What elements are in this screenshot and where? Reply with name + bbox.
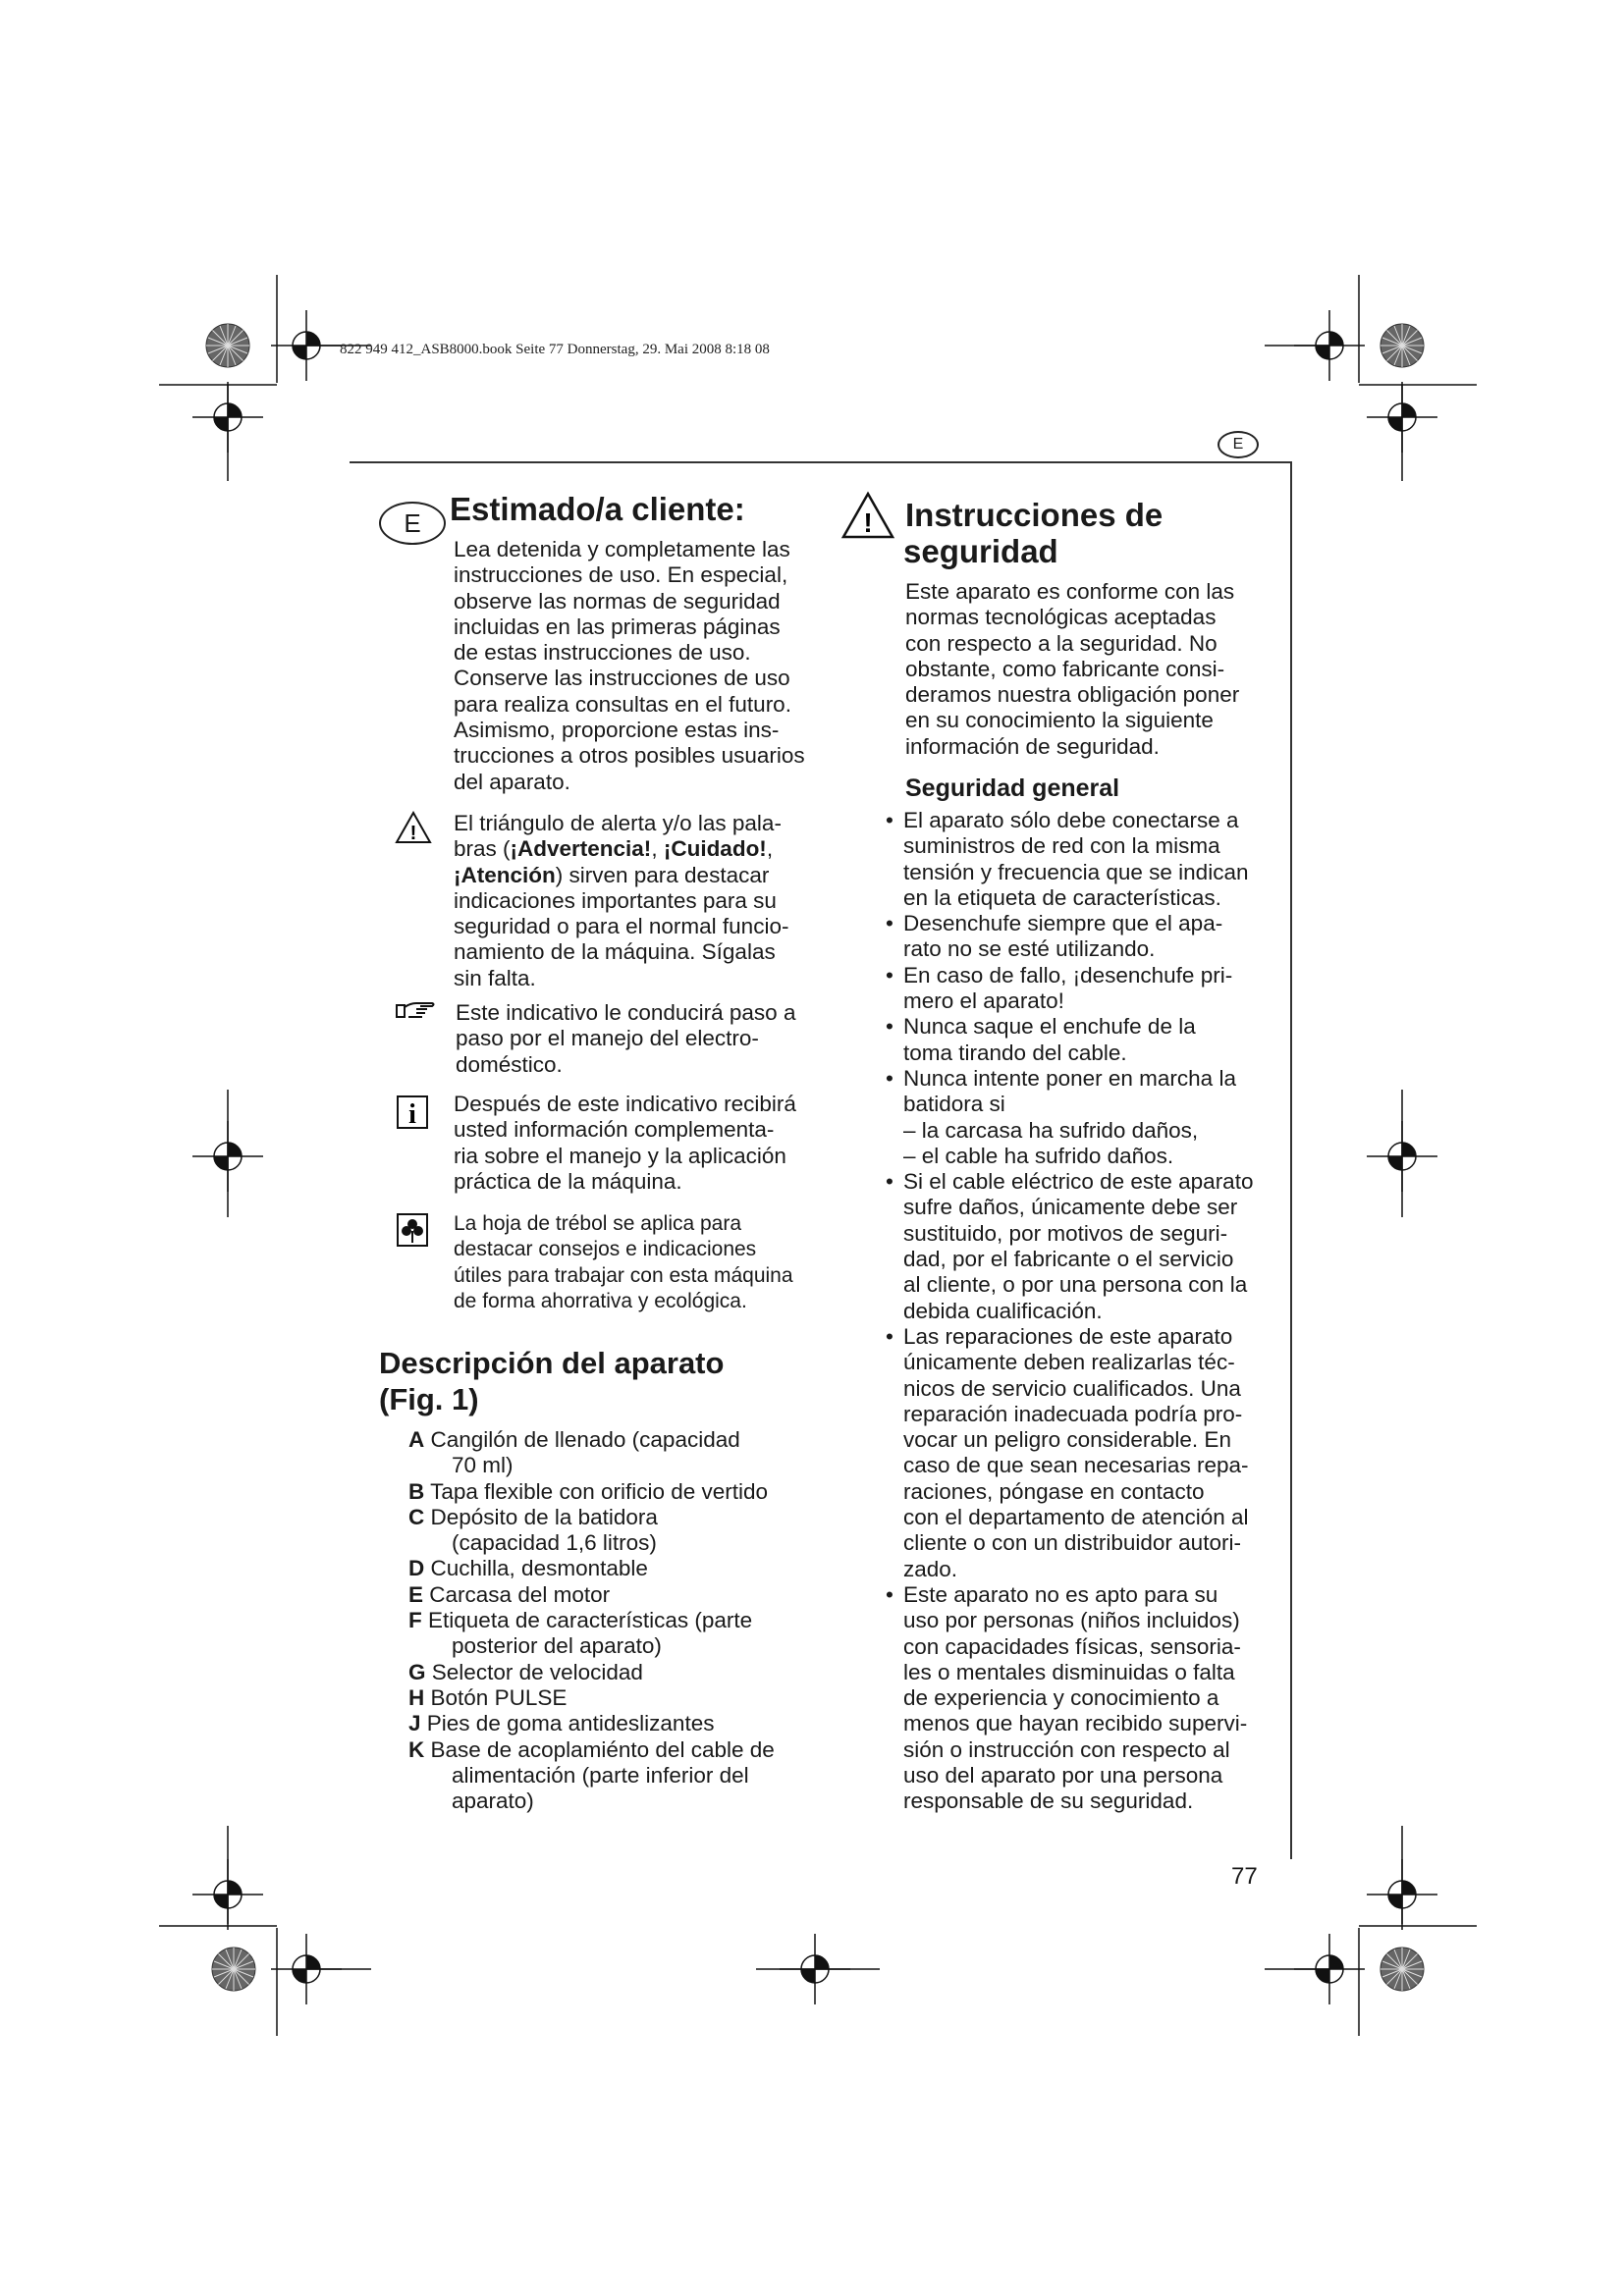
- safety-bullets: [884, 808, 1253, 1815]
- language-badge: E: [1218, 431, 1259, 458]
- hand-paragraph: Este indicativo le conducirá paso a paso por el manejo del electro- doméstico.: [456, 1000, 796, 1077]
- list-item: H Botón PULSE: [408, 1684, 568, 1710]
- page-number: 77: [1231, 1863, 1258, 1890]
- page-frame-top: [350, 461, 1292, 463]
- greeting-heading: Estimado/a cliente:: [450, 491, 745, 527]
- warning-triangle-icon: [395, 811, 432, 844]
- list-item: A Cangilón de llenado (capacidad: [408, 1427, 740, 1452]
- language-badge-large: E: [379, 502, 446, 545]
- list-item: C Depósito de la batidora: [408, 1504, 658, 1529]
- list-item: E Carcasa del motor: [408, 1581, 611, 1607]
- intro-paragraph: Lea detenida y completamente las instrucciones de uso. En especial, observe las normas de seguridad incluidas en las primeras páginas de estas instrucciones de uso. Conserve las instrucciones de uso para realiza consultas en el futuro. Asimismo, proporcione estas ins- trucciones a otros posibles usuarios del aparato.: [454, 537, 805, 794]
- list-item: • Este aparato no es apto para su uso por personas (niños incluidos) con capacidades físicas, sensoria- les o mentales disminuidas o falta de experiencia y conocimiento a menos que hayan recibido supervi- sión o instrucción con respecto al uso del aparato por una persona responsable de su seguridad.: [884, 1582, 1253, 1815]
- list-item: F Etiqueta de características (parte: [408, 1608, 753, 1633]
- list-item: • Si el cable eléctrico de este aparato sufre daños, únicamente debe ser sustituido, por motivos de seguri- dad, por el fabricante o el servicio al cliente, o por una persona con la debida cualificación.: [884, 1169, 1253, 1324]
- general-safety-subheading: Seguridad general: [905, 774, 1120, 802]
- list-item: • En caso de fallo, ¡desenchufe pri- mero el aparato!: [884, 963, 1253, 1015]
- page-frame-right: [1290, 461, 1292, 1859]
- warning-paragraph: El triángulo de alerta y/o las pala- bras (¡Advertencia!, ¡Cuidado!, ¡Atención) sirven para destacar indicaciones importantes para su seguridad o para el normal funcio- namiento de la máquina. Sígalas sin falta.: [454, 811, 789, 990]
- pointing-hand-icon: [395, 999, 436, 1021]
- parts-list: A Cangilón de llenado (capacidad 70 ml) B Tapa flexible con orificio de vertido C Depósito de la batidora (capacidad 1,6 litros) D Cuchilla, desmontable E Carcasa del motor F Etiqueta de características (parte posterior del aparato) G Selector de velocidad H Botón PULSE J Pies de goma antideslizantes K Base de acoplamiénto del cable de alimentación (parte inferior del aparato): [408, 1427, 775, 1814]
- list-item: • Nunca saque el enchufe de la toma tirando del cable.: [884, 1014, 1253, 1066]
- safety-heading-line1: Instrucciones de: [905, 497, 1164, 533]
- clover-leaf-icon: [397, 1213, 428, 1247]
- list-item: B Tapa flexible con orificio de vertido: [408, 1478, 769, 1504]
- warning-triangle-icon: [840, 491, 895, 540]
- safety-intro: Este aparato es conforme con las normas tecnológicas aceptadas con respecto a la seguridad. No obstante, como fabricante consi- deramos nuestra obligación poner en su conocimiento la siguiente información de seguridad.: [905, 579, 1240, 759]
- svg-text:i: i: [408, 1099, 416, 1129]
- list-item: D Cuchilla, desmontable: [408, 1556, 648, 1581]
- description-heading: Descripción del aparato (Fig. 1): [379, 1346, 725, 1416]
- list-item: K Base de acoplamiénto del cable de: [408, 1736, 775, 1762]
- clover-paragraph: La hoja de trébol se aplica para destacar consejos e indicaciones útiles para trabajar con esta máquina de forma ahorrativa y ecológica.: [454, 1212, 793, 1312]
- list-item: J Pies de goma antideslizantes: [408, 1711, 715, 1736]
- list-item: • Las reparaciones de este aparato únicamente deben realizarlas téc- nicos de servicio cualificados. Una reparación inadecuada podría pro- vocar un peligro considerable. En caso de que sean necesarias repa- raciones, póngase en contacto con el departamento de atención al cliente o con un distribuidor autori- zado.: [884, 1324, 1253, 1582]
- svg-text:!: !: [863, 507, 873, 538]
- list-item: • Nunca intente poner en marcha la batidora si – la carcasa ha sufrido daños, – el cable ha sufrido daños.: [884, 1066, 1253, 1169]
- safety-heading-line2: seguridad: [903, 533, 1058, 569]
- list-item: • El aparato sólo debe conectarse a suministros de red con la misma tensión y frecuencia que se indican en la etiqueta de características.: [884, 808, 1253, 911]
- svg-text:!: !: [409, 823, 417, 844]
- info-icon: [397, 1095, 428, 1129]
- info-paragraph: Después de este indicativo recibirá usted información complementa- ria sobre el manejo y la aplicación práctica de la máquina.: [454, 1092, 796, 1194]
- list-item: G Selector de velocidad: [408, 1659, 643, 1684]
- print-slug: 822 949 412_ASB8000.book Seite 77 Donnerstag, 29. Mai 2008 8:18 08: [340, 342, 770, 357]
- list-item: • Desenchufe siempre que el apa- rato no se esté utilizando.: [884, 911, 1253, 963]
